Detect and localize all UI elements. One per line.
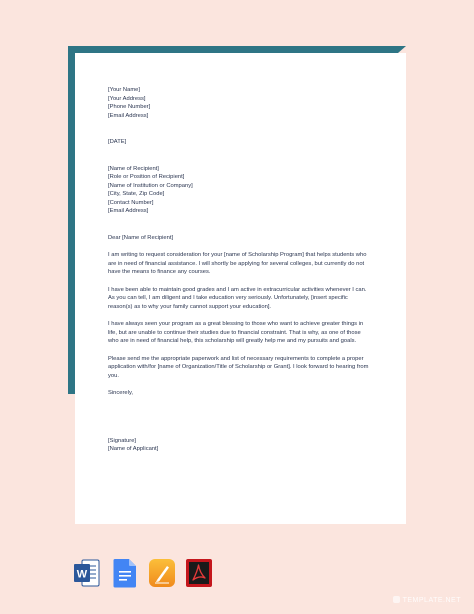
recipient-name: [Name of Recipient] [108,165,159,172]
closing: Sincerely, [108,390,134,396]
sender-phone: [Phone Number] [108,104,151,110]
template-logo-icon [393,596,400,603]
word-letter: W [76,568,88,581]
google-docs-icon[interactable] [111,558,139,588]
applicant-name: [Name of Applicant] [108,446,159,452]
recipient-city: [City, State, Zip Code] [108,191,165,197]
paragraph-4: Please send me the appropriate paperwork and list of necessary requirements to complete a proper application with/for [name of Organization/Title of Scholarship or Grant]. I look forward to hearing from you. [108,355,369,379]
template-net-watermark [393,596,461,604]
sender-email: [Email Address] [108,112,149,119]
sender-name: [Your Name] [108,87,141,93]
watermark-text: TEMPLATE.NET [402,597,461,604]
accent-bar-top [68,46,406,53]
paragraph-3: I have always seen your program as a great blessing to those who want to achieve greater things in life, but are unable to continue their studies due to financial constraint. That is why, as one of those who are in need of financial help, this scholarship will greatly help me and my pursuits and goals. [108,321,364,344]
letter-date: [DATE] [108,139,127,145]
pages-icon[interactable] [148,558,176,588]
recipient-role: [Role or Position of Recipient] [108,174,185,180]
salutation: Dear [Name of Recipient] [108,234,174,241]
recipient-block [108,165,370,216]
sender-block [108,86,370,120]
sender-address: [Your Address] [108,95,146,102]
letter-body [108,86,370,454]
recipient-contact: [Contact Number] [108,199,154,206]
signature: [Signature] [108,437,137,444]
word-icon[interactable] [73,558,101,588]
paragraph-1: I am writing to request consideration for your [name of Scholarship Program] that helps students who are in need of financial assistance. I will shortly be applying for several colleges, but currently do not have the means to finance any courses. [108,252,367,275]
paragraph-2: I have been able to maintain good grades and I am active in extracurricular activities whenever I can. As you can tell, I am diligent and I take education very seriously. Unfortunately, [insert specific reason(s) as to why your family cannot support your education]. [108,286,367,310]
accent-bar-left [68,46,75,394]
recipient-institution: [Name of Institution or Company] [108,182,193,189]
recipient-email: [Email Address] [108,208,149,214]
pdf-icon[interactable] [185,558,213,588]
